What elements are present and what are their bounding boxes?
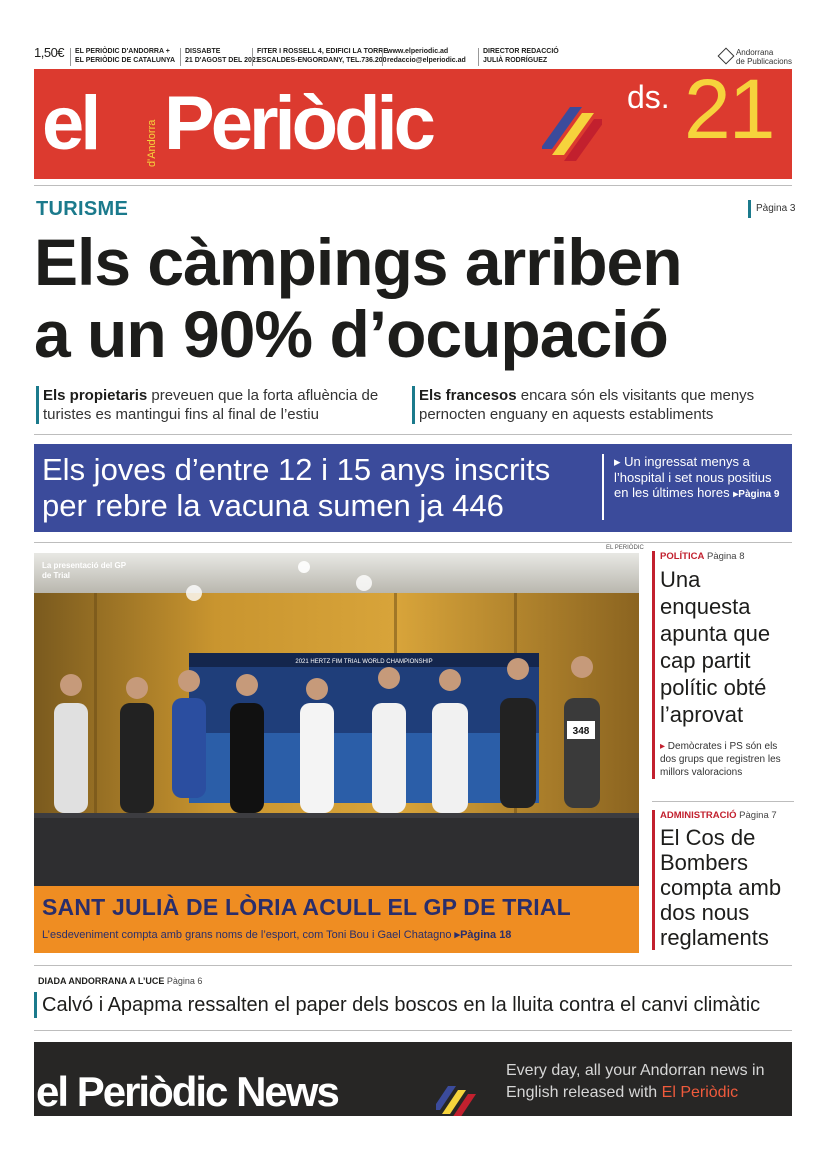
trial-page-ref[interactable]: ▸Pàgina 18 — [454, 929, 512, 941]
logo-el: el — [42, 81, 98, 166]
divider — [34, 185, 792, 186]
divider — [652, 801, 794, 802]
email-link[interactable]: redaccio@elperiodic.ad — [387, 56, 466, 64]
edition-info: EL PERIÒDIC D'ANDORRA + EL PERIÒDIC DE CATALUNYA — [70, 48, 175, 66]
photo-caption: La presentació del GP de Trial — [42, 561, 126, 580]
lead-sub-right: Els francesos encara són els visitants que menys pernocten enguany en aquests establiments — [412, 386, 799, 424]
administration-kicker: ADMINISTRACIÓ Pàgina 7 — [652, 810, 794, 821]
vaccine-headline: Els joves d’entre 12 i 15 anys inscrits per rebre la vacuna sumen ja 446 — [42, 452, 551, 523]
news-banner-text: Every day, all your Andorran news in English released with El Periòdic — [506, 1062, 765, 1101]
bottom-headline[interactable]: Calvó i Apapma ressalten el paper dels boscos en la lluita contra el canvi climàtic — [34, 992, 760, 1018]
divider — [34, 542, 792, 543]
lead-page-ref[interactable]: Pàgina 3 — [748, 200, 795, 218]
lead-sub-left: Els propietaris preveuen que la forta afluència de turistes es mantingui fins al final de l’estiu — [36, 386, 397, 424]
contact-info — [382, 48, 466, 66]
politics-story[interactable] — [652, 551, 794, 779]
bib-number: 348 — [572, 726, 590, 737]
news-banner[interactable] — [34, 1042, 792, 1116]
website-link[interactable]: www.elperiodic.ad — [387, 48, 449, 55]
logo-periodic: Periòdic — [164, 81, 432, 166]
administration-headline: El Cos de Bombers compta amb dos nous reglaments — [652, 821, 794, 950]
news-banner-brand: El Periòdic — [661, 1084, 739, 1101]
address-info: FITER I ROSSELL 4, EDIFICI LA TORRE ESCALDES-ENGORDANY, TEL.736.200 — [252, 48, 388, 66]
day-number: 21 — [684, 69, 774, 156]
politics-kicker: POLÍTICA Pàgina 8 — [652, 551, 794, 562]
trial-caption-box[interactable] — [34, 886, 639, 953]
bottom-kicker: DIADA ANDORRANA A L’UCE Pàgina 6 — [38, 976, 203, 986]
publisher-logo: Andorrana de Publicacions — [720, 48, 792, 66]
day-name: ds. — [627, 79, 670, 115]
masthead[interactable] — [34, 69, 792, 179]
date-info: DISSABTE 21 D'AGOST DEL 2021 — [180, 48, 260, 66]
divider — [34, 1030, 792, 1031]
divider — [34, 434, 792, 435]
andorra-flag-icon — [542, 103, 602, 173]
vaccine-page-ref[interactable]: ▸Pàgina 9 — [733, 489, 780, 500]
vaccine-side-note: ▸ Un ingressat menys a l’hospital i set nous positius en les últimes hores ▸Pàgina 9 — [602, 454, 784, 520]
publisher-diamond-icon — [717, 48, 734, 65]
politics-headline: Una enquesta apunta que cap partit polític obté l’aprovat — [652, 562, 794, 728]
info-strip — [34, 46, 792, 68]
trial-photo[interactable] — [34, 553, 639, 953]
director-info: DIRECTOR REDACCIÓ JULIÀ RODRÍGUEZ — [478, 48, 559, 66]
trial-headline: SANT JULIÀ DE LÒRIA ACULL EL GP DE TRIAL — [42, 894, 571, 920]
lead-headline[interactable]: Els càmpings arriben a un 90% d’ocupació — [34, 225, 682, 371]
vaccine-box[interactable] — [34, 444, 792, 532]
lead-kicker: TURISME — [36, 198, 129, 220]
logo-andorra: d'Andorra — [146, 119, 158, 167]
divider — [34, 965, 792, 966]
price: 1,50€ — [34, 45, 65, 60]
photo-banner-text: 2021 HERTZ FIM TRIAL WORLD CHAMPIONSHIP — [295, 659, 433, 665]
photo-credit: EL PERIÒDIC — [606, 545, 644, 551]
trial-subline: L’esdeveniment compta amb grans noms de l’esport, com Toni Bou i Gael Chatagno ▸Pàgina 18 — [42, 929, 512, 941]
news-logo: el Periòdic News — [36, 1068, 338, 1115]
andorra-flag-icon — [436, 1084, 480, 1116]
administration-story[interactable] — [652, 810, 794, 950]
politics-note: ▸ Demòcrates i PS són els dos grups que registren les millors valoracions — [652, 728, 794, 779]
